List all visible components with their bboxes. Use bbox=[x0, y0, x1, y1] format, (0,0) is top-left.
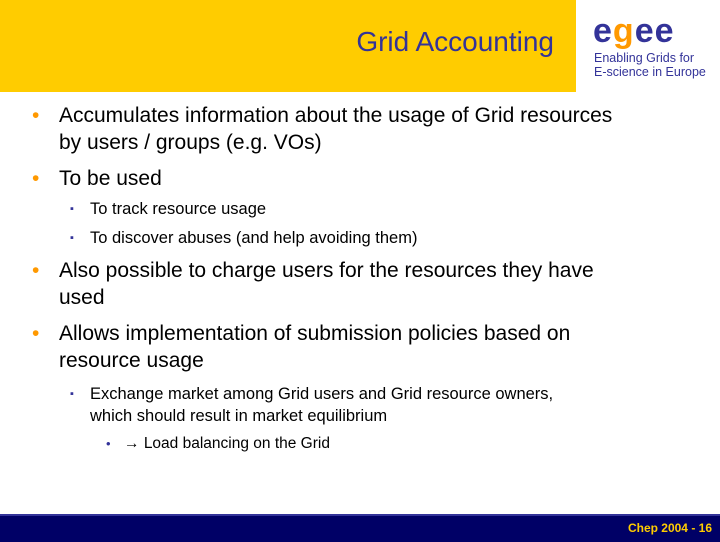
sub-bullet-track: ▪ To track resource usage bbox=[70, 200, 267, 218]
sub-sub-bullet-load-balancing: • → Load balancing on the Grid bbox=[106, 435, 330, 452]
bullet-accumulates: • Accumulates information about the usage of Grid resources by users / groups (e.g. VOs) bbox=[32, 104, 613, 154]
egee-logo-tagline: Enabling Grids for E-science in Europe bbox=[594, 51, 706, 79]
title-bar bbox=[0, 0, 576, 92]
sub-bullet-discover: ▪ To discover abuses (and help avoiding them) bbox=[70, 229, 418, 247]
sub-bullet-exchange-market: ▪ Exchange market among Grid users and Grid resource owners, which should result in market equilibrium bbox=[70, 385, 554, 425]
footer-bar bbox=[0, 514, 720, 542]
egee-logo bbox=[576, 0, 720, 92]
slide-number: Chep 2004 - 16 bbox=[627, 521, 712, 535]
dot-bullet-icon: • bbox=[106, 436, 111, 451]
bullet-icon: • bbox=[32, 259, 40, 282]
bullet-icon: • bbox=[32, 104, 40, 127]
bullet-icon: • bbox=[32, 167, 40, 190]
bullet-policies: • Allows implementation of submission policies based on resource usage bbox=[32, 322, 571, 372]
bullet-icon: • bbox=[32, 322, 40, 345]
egee-logo-mark: egee bbox=[593, 12, 675, 50]
bullet-charge-users: • Also possible to charge users for the resources they have used bbox=[32, 259, 594, 309]
square-bullet-icon: ▪ bbox=[70, 232, 74, 244]
square-bullet-icon: ▪ bbox=[70, 203, 74, 215]
bullet-to-be-used: • To be used bbox=[32, 167, 162, 190]
slide-title: Grid Accounting bbox=[356, 26, 554, 57]
square-bullet-icon: ▪ bbox=[70, 388, 74, 400]
arrow-right-icon: → bbox=[124, 435, 144, 452]
